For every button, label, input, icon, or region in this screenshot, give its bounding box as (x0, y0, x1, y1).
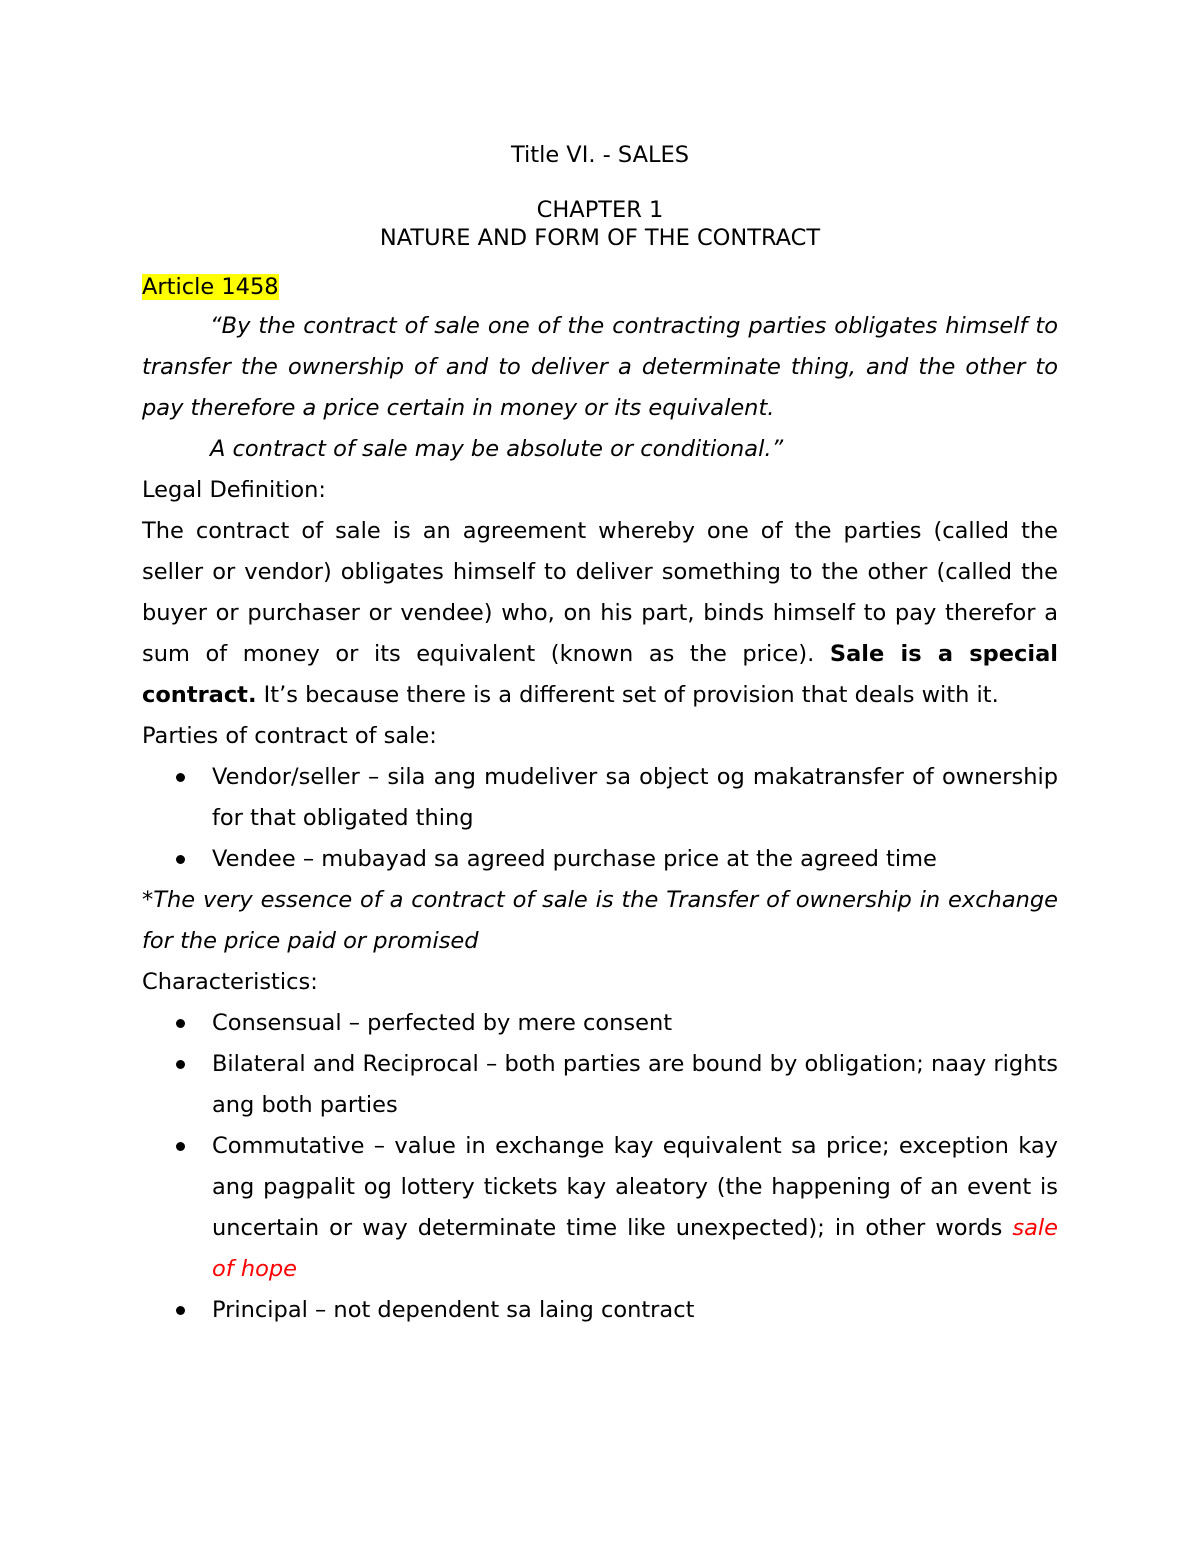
document-page (142, 140, 1058, 1331)
chapter-number: CHAPTER 1 (536, 197, 664, 223)
legal-definition-tail: It’s because there is a different set of provision that deals with it. (263, 682, 999, 708)
bullet-icon (176, 1142, 185, 1151)
bullet-icon (176, 1306, 185, 1315)
list-item (142, 1290, 1058, 1331)
characteristics-heading: Characteristics: (142, 969, 318, 995)
document-title: Title VI. - SALES (510, 142, 690, 168)
bullet-icon (176, 1060, 185, 1069)
chapter-title: NATURE AND FORM OF THE CONTRACT (379, 225, 821, 251)
list-item-text: Consensual – perfected by mere consent (212, 1010, 673, 1036)
list-item (142, 757, 1058, 839)
essence-note: *The very essence of a contract of sale is the Transfer of ownership in exchange for the price paid or promised (142, 887, 1058, 954)
article-label-line (142, 272, 1058, 302)
bullet-icon (176, 773, 185, 782)
list-item (142, 1126, 1058, 1290)
list-item-text: Vendor/seller – sila ang mudeliver sa object og makatransfer of ownership for that obligated thing (212, 764, 1058, 831)
list-item-text: Bilateral and Reciprocal – both parties are bound by obligation; naay rights ang both parties (212, 1051, 1058, 1118)
list-item (142, 839, 1058, 880)
article-label: Article 1458 (142, 274, 279, 300)
characteristics-list (142, 1003, 1058, 1331)
parties-heading: Parties of contract of sale: (142, 723, 437, 749)
article-quote-paragraph-2: A contract of sale may be absolute or conditional.” (210, 436, 784, 462)
bullet-icon (176, 855, 185, 864)
sale-of-hope-emphasis: sale of hope (212, 1215, 1058, 1282)
parties-list (142, 757, 1058, 880)
list-item (142, 1044, 1058, 1126)
list-item (142, 1003, 1058, 1044)
legal-definition-paragraph (142, 511, 1058, 716)
list-item-text: Vendee – mubayad sa agreed purchase price at the agreed time (212, 846, 937, 872)
legal-definition-bold: Sale is a special contract. (142, 641, 1058, 708)
legal-definition-heading: Legal Definition: (142, 477, 326, 503)
list-item-text: Commutative – value in exchange kay equivalent sa price; exception kay ang pagpalit og lottery tickets kay aleatory (the happening of an event is uncertain or way determinate time like unexpected); in other words (212, 1133, 1058, 1241)
list-item-text: Principal – not dependent sa laing contract (212, 1297, 695, 1323)
chapter-heading (142, 196, 1058, 252)
legal-definition-text: The contract of sale is an agreement whereby one of the parties (called the seller or vendor) obligates himself to deliver something to the other (called the buyer or purchaser or vendee) who, on his part, binds himself to pay therefor a sum of money or its equivalent (known as the price). (142, 518, 1058, 667)
bullet-icon (176, 1019, 185, 1028)
article-quote-paragraph-1: “By the contract of sale one of the contracting parties obligates himself to transfer the ownership of and to deliver a determinate thing, and the other to pay therefore a price certain in money or its equivalent. (142, 313, 1058, 421)
